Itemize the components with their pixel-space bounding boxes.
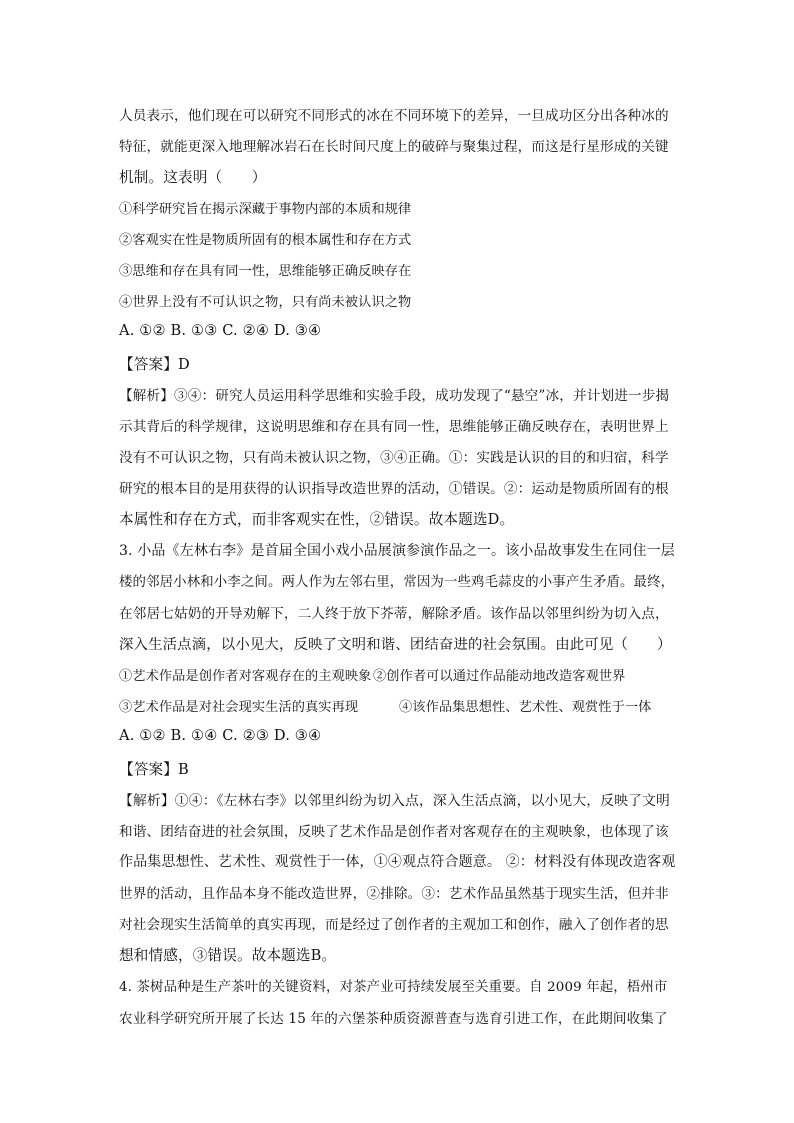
q3-analysis-line-2: 和谐、团结奋进的社会氛围，反映了艺术作品是创作者对客观存在的主观映象，也体现了该	[119, 824, 669, 840]
q3-choices: A. ①② B. ①④ C. ②③ D. ③④	[119, 727, 322, 744]
q3-stem-line-1: 3. 小品《左林右李》是首届全国小戏小品展演参演作品之一。该小品故事发生在同住一层	[119, 543, 675, 559]
q2-analysis-line-5: 本属性和存在方式，而非客观实在性，②错误。故本题选D。	[119, 511, 515, 528]
q3-analysis-line-4: 世界的活动，且作品本身不能改造世界，②排除。③：艺术作品虽然基于现实生活，但并非	[119, 886, 669, 902]
analysis-label: 【解析】	[119, 793, 175, 809]
q2-choices: A. ①② B. ①③ C. ②④ D. ③④	[119, 322, 322, 339]
answer-value: D	[177, 356, 190, 373]
q3-stem-line-3: 在邻居七姑奶的开导劝解下，二人终于放下芥蒂，解除矛盾。该作品以邻里纠纷为切入点，	[119, 606, 669, 622]
intro-line-3: 机制。这表明（ ）	[119, 169, 267, 186]
q4-stem-line-1: 4. 茶树品种是生产茶叶的关键资料，对茶产业可持续发展至关重要。自 2009 年起，梧州市	[119, 980, 668, 995]
analysis-text: ③④：研究人员运用科学思维和实验手段，成功发现了“悬空”冰，并计划进一步揭	[173, 388, 670, 404]
analysis-label: 【解析】	[119, 388, 174, 404]
q2-analysis-line-3: 没有不可认识之物，只有尚未被认识之物，③④正确。①：实践是认识的目的和归宿，科学	[119, 450, 669, 466]
answer-value: B	[177, 761, 189, 778]
q3-options-row-2	[119, 696, 651, 715]
q3-stem-line-4: 深入生活点滴，以小见大，反映了文明和谐、团结奋进的社会氛围。由此可见（ ）	[119, 637, 672, 653]
q3-analysis-line-5: 对社会现实生活简单的真实再现，而是经过了创作者的主观加工和创作，融入了创作者的思	[119, 917, 669, 933]
answer-label: 【答案】	[119, 356, 178, 373]
intro-line-2: 特征，就能更深入地理解冰岩石在长时间尺度上的破碎与聚集过程，而这是行星形成的关键	[119, 139, 669, 155]
answer-label: 【答案】	[119, 761, 178, 778]
q3-analysis-line-3: 作品集思想性、艺术性、观赏性于一体，①④观点符合题意。 ②：材料没有体现改造客观	[119, 854, 676, 870]
q3-option-1: ①艺术作品是创作者对客观存在的主观映象	[119, 669, 372, 684]
q4-stem-line-2: 农业科学研究所开展了长达 15 年的六堡茶种质资源普查与选育引进工作，在此期间收集了	[119, 1011, 668, 1027]
q3-analysis-line-6: 想和情感，③错误。故本题选B。	[119, 947, 337, 964]
q2-option-2: ②客观实在性是物质所固有的根本属性和存在方式	[119, 233, 412, 248]
q2-analysis-line-1	[119, 384, 669, 404]
q2-option-3: ③思维和存在具有同一性，思维能够正确反映存在	[119, 264, 412, 279]
q3-stem-line-2: 楼的邻居小林和小李之间。两人作为左邻右里，常因为一些鸡毛蒜皮的小事产生矛盾。最终，	[119, 575, 675, 590]
q3-analysis-line-1	[119, 789, 670, 809]
q3-option-4: ④该作品集思想性、艺术性、观赏性于一体	[399, 700, 652, 715]
q3-option-3: ③艺术作品是对社会现实生活的真实再现	[119, 700, 359, 715]
q2-option-4: ④世界上没有不可认识之物，只有尚未被认识之物	[119, 295, 412, 310]
q2-option-1: ①科学研究旨在揭示深藏于事物内部的本质和规律	[119, 202, 412, 217]
q2-answer	[119, 353, 190, 374]
q2-analysis-line-4: 研究的根本目的是用获得的认识指导改造世界的活动，①错误。②：运动是物质所固有的根	[119, 481, 669, 497]
analysis-text: ①④：《左林右李》以邻里纠纷为切入点，深入生活点滴，以小见大，反映了文明	[174, 793, 670, 809]
intro-line-1: 人员表示，他们现在可以研究不同形式的冰在不同环境下的差异，一旦成功区分出各种冰的	[119, 108, 669, 124]
q3-answer	[119, 758, 189, 779]
q3-options-row-1	[119, 665, 625, 684]
q3-option-2: ②创作者可以通过作品能动地改造客观世界	[373, 669, 626, 684]
q2-analysis-line-2: 示其背后的科学规律，这说明思维和存在具有同一性，思维能够正确反映存在，表明世界上	[119, 419, 669, 435]
